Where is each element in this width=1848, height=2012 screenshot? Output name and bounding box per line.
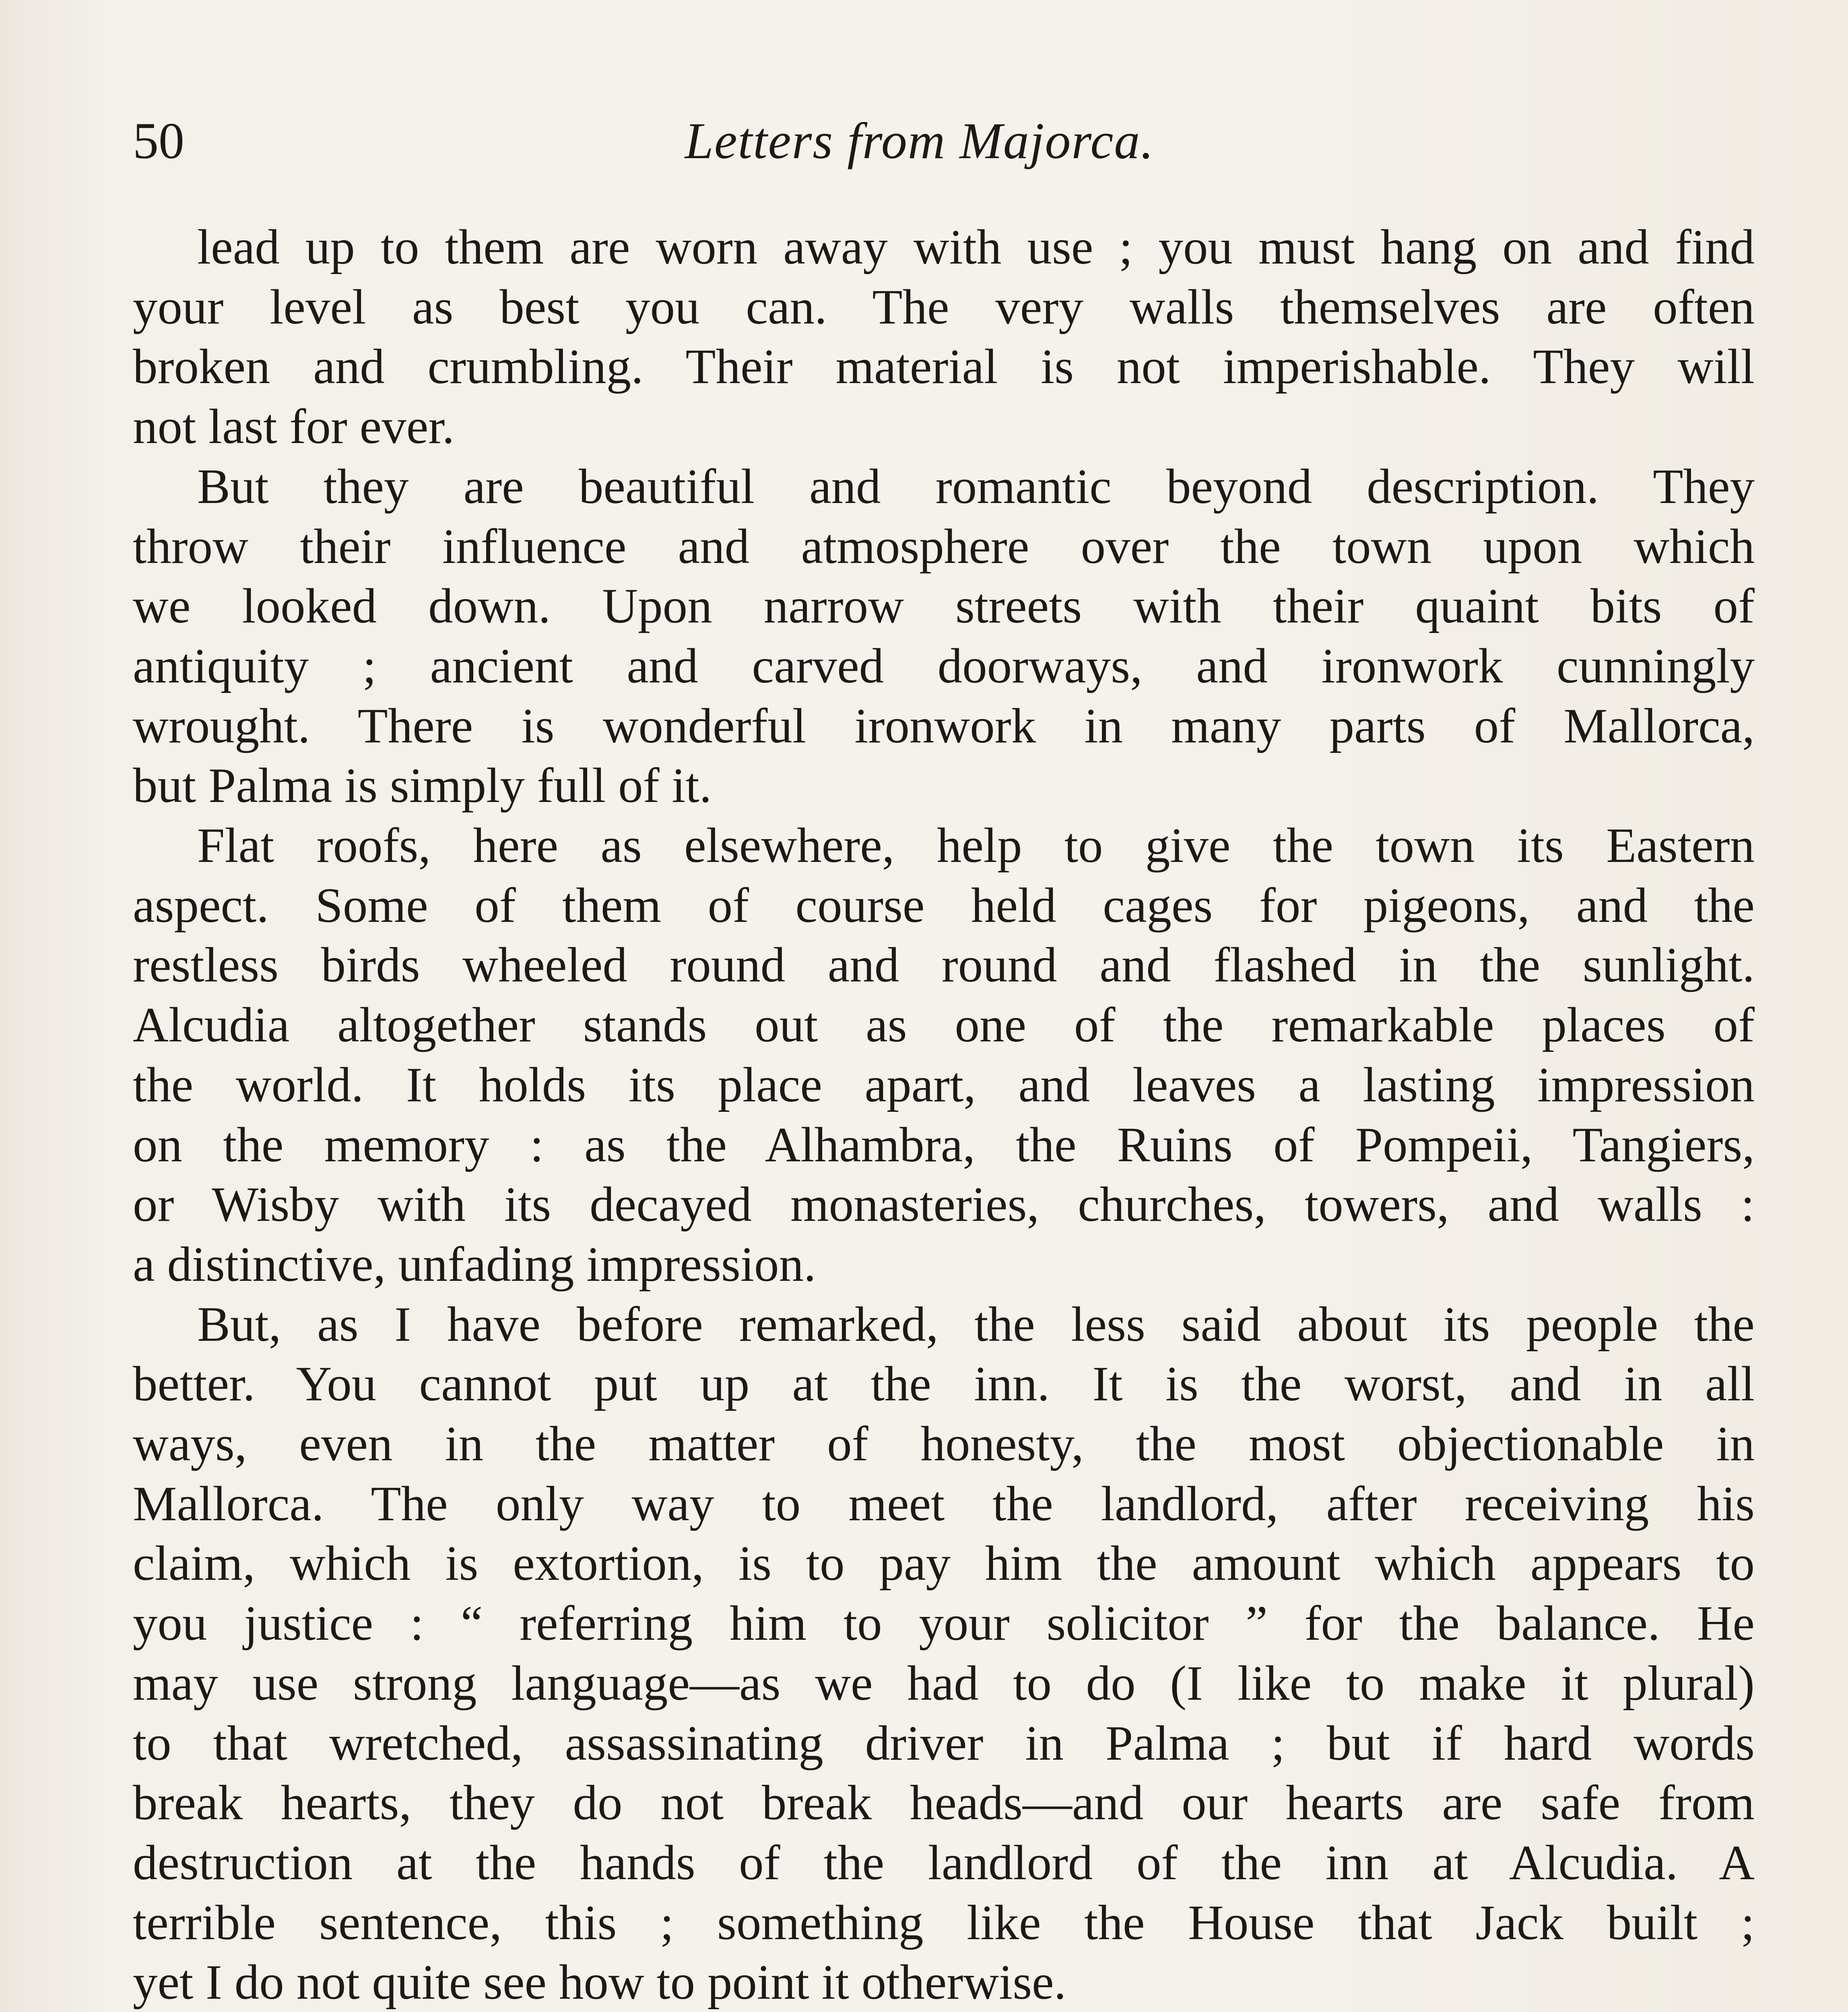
text-line: terrible sentence, this ; something like the House that Jack built ; <box>133 1894 1755 1950</box>
running-title: Letters from Majorca. <box>685 112 1155 169</box>
text-line: we looked down. Upon narrow streets with their quaint bits of <box>133 578 1755 634</box>
text-line: break hearts, they do not break heads—and our hearts are safe from <box>133 1775 1755 1831</box>
text-line: restless birds wheeled round and round and flashed in the sunlight. <box>133 937 1755 993</box>
text-line: on the memory : as the Alhambra, the Ruins of Pompeii, Tangiers, <box>133 1117 1755 1172</box>
text-line: ways, even in the matter of honesty, the most objectionable in <box>133 1416 1755 1472</box>
text-line: to that wretched, assassinating driver in Palma ; but if hard words <box>133 1715 1755 1771</box>
paragraph <box>133 1295 1755 2012</box>
text-line: lead up to them are worn away with use ; you must hang on and find <box>197 219 1755 274</box>
page-number: 50 <box>133 112 184 169</box>
text-line: aspect. Some of them of course held cages for pigeons, and the <box>133 877 1755 933</box>
text-line: Alcudia altogether stands out as one of the remarkable places of <box>133 997 1755 1053</box>
text-line: may use strong language—as we had to do (I like to make it plural) <box>133 1655 1755 1711</box>
text-line: But, as I have before remarked, the less said about its people the <box>197 1296 1755 1352</box>
body-text <box>133 217 1755 2012</box>
text-line: a distinctive, unfading impression. <box>133 1236 816 1292</box>
text-line: But they are beautiful and romantic beyond description. They <box>197 458 1755 514</box>
text-line: Mallorca. The only way to meet the landlord, after receiving his <box>133 1476 1755 1531</box>
text-line: your level as best you can. The very walls themselves are often <box>133 279 1755 334</box>
text-line: throw their influence and atmosphere over the town upon which <box>133 518 1755 574</box>
paragraph <box>133 816 1755 1295</box>
text-line: broken and crumbling. Their material is not imperishable. They will <box>133 339 1755 394</box>
text-line: but Palma is simply full of it. <box>133 758 712 813</box>
text-line: yet I do not quite see how to point it otherwise. <box>133 1954 1066 2010</box>
text-line: the world. It holds its place apart, and leaves a lasting impression <box>133 1057 1755 1112</box>
page-header <box>133 101 1706 181</box>
text-line: Flat roofs, here as elsewhere, help to give the town its Eastern <box>197 818 1755 873</box>
text-line: or Wisby with its decayed monasteries, churches, towers, and walls : <box>133 1177 1755 1232</box>
paragraph <box>133 457 1755 816</box>
text-line: better. You cannot put up at the inn. It is the worst, and in all <box>133 1356 1755 1412</box>
text-line: not last for ever. <box>133 399 455 454</box>
text-line: antiquity ; ancient and carved doorways, and ironwork cunningly <box>133 638 1755 693</box>
text-line: you justice : “ referring him to your solicitor ” for the balance. He <box>133 1596 1755 1651</box>
text-line: wrought. There is wonderful ironwork in many parts of Mallorca, <box>133 698 1755 753</box>
paragraph <box>133 217 1755 457</box>
text-line: claim, which is extortion, is to pay him the amount which appears to <box>133 1536 1755 1591</box>
text-line: destruction at the hands of the landlord of the inn at Alcudia. A <box>133 1835 1755 1890</box>
